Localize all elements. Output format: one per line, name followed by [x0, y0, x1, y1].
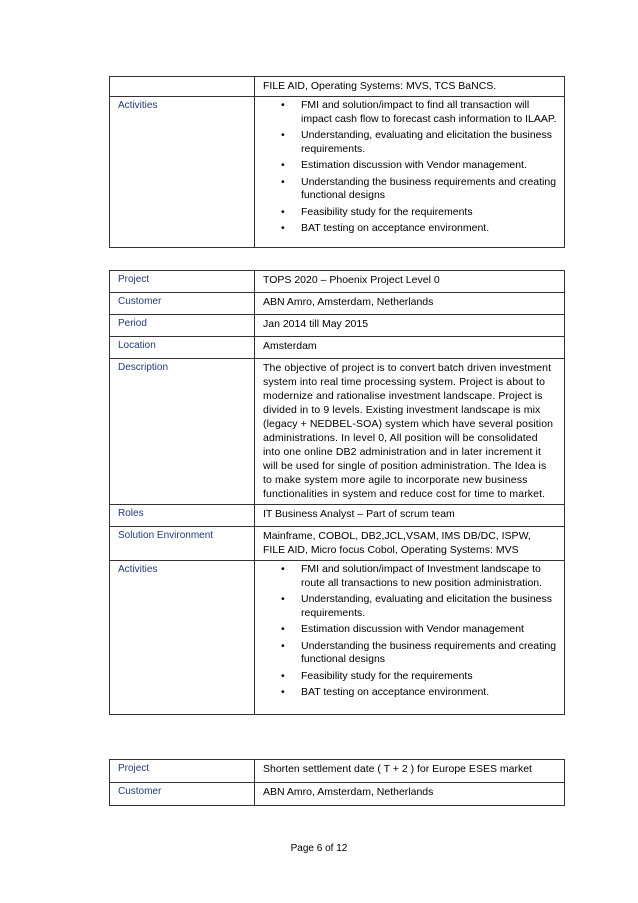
list-item: • Understanding the business requirements and creating functional designs — [281, 639, 557, 665]
project-table-tops2020 — [109, 270, 565, 715]
row-label-description: Description — [110, 359, 255, 505]
period-value: Jan 2014 till May 2015 — [255, 315, 565, 337]
page-number: Page 6 of 12 — [290, 843, 348, 854]
list-item: • BAT testing on acceptance environment. — [281, 686, 490, 698]
table-row — [110, 505, 565, 527]
env-line: Mainframe, COBOL, DB2,JCL,VSAM, IMS DB/DC, ISPW, — [263, 530, 531, 542]
table-row — [110, 97, 565, 248]
list-item: • Understanding the business requirements and creating functional designs — [281, 175, 557, 201]
row-label-solution-environment: Solution Environment — [110, 527, 255, 561]
env-line: FILE AID, Micro focus Cobol, Operating Systems: MVS — [263, 544, 519, 556]
row-label-empty — [110, 77, 255, 97]
table-row — [110, 271, 565, 293]
solution-environment-continued: FILE AID, Operating Systems: MVS, TCS BaNCS. — [255, 77, 565, 97]
table-row — [110, 293, 565, 315]
location-value: Amsterdam — [255, 337, 565, 359]
row-label-period: Period — [110, 315, 255, 337]
solution-environment-value — [255, 527, 565, 561]
row-label-project: Project — [110, 271, 255, 293]
list-item: • BAT testing on acceptance environment. — [281, 222, 490, 234]
row-label-activities: Activities — [110, 561, 255, 715]
list-item: • FMI and solution/impact of Investment landscape to route all transactions to new position administration. — [281, 563, 543, 589]
activities-list — [263, 99, 558, 236]
row-label-roles: Roles — [110, 505, 255, 527]
project-table-continued — [109, 76, 565, 248]
list-item: • Feasibility study for the requirements — [281, 205, 473, 218]
table-row — [110, 527, 565, 561]
table-row — [110, 337, 565, 359]
table-row — [110, 77, 565, 97]
list-item: • Estimation discussion with Vendor management. — [281, 159, 527, 171]
row-label-project: Project — [110, 760, 255, 783]
activities-cell — [255, 561, 565, 715]
activities-list — [263, 563, 558, 700]
list-item: • Understanding, evaluating and elicitation the business requirements. — [281, 593, 553, 619]
list-item: • Estimation discussion with Vendor management — [281, 623, 524, 635]
row-label-customer: Customer — [110, 783, 255, 806]
project-value: Shorten settlement date ( T + 2 ) for Europe ESES market — [255, 760, 565, 783]
row-label-location: Location — [110, 337, 255, 359]
row-label-customer: Customer — [110, 293, 255, 315]
table-row — [110, 359, 565, 505]
project-table-t2-settlement — [109, 759, 565, 806]
row-label-activities: Activities — [110, 97, 255, 248]
table-row — [110, 561, 565, 715]
list-item: • Feasibility study for the requirements — [281, 669, 473, 682]
description-value: The objective of project is to convert batch driven investment system into real time processing system. Project is about to modernize and rationalise investment landscape. Project is divided in to 9 levels. Existing investment landscape is mix (legacy + NEDBEL-SOA) system which have several position administrations. In level 0, All position will be consolidated into one online DB2 administration and in later increment it will be used for single of position administration. The Idea is to make system more agile to incorporate new business functionalities in system and reduce cost for time to market. — [255, 359, 565, 505]
table-row — [110, 315, 565, 337]
project-value: TOPS 2020 – Phoenix Project Level 0 — [255, 271, 565, 293]
list-item: • Understanding, evaluating and elicitation the business requirements. — [281, 129, 553, 155]
roles-value: IT Business Analyst – Part of scrum team — [255, 505, 565, 527]
customer-value: ABN Amro, Amsterdam, Netherlands — [255, 783, 565, 806]
table-row — [110, 760, 565, 783]
activities-cell — [255, 97, 565, 248]
table-row — [110, 783, 565, 806]
customer-value: ABN Amro, Amsterdam, Netherlands — [255, 293, 565, 315]
list-item: • FMI and solution/impact to find all transaction will impact cash flow to forecast cash information to ILAAP. — [281, 99, 557, 125]
